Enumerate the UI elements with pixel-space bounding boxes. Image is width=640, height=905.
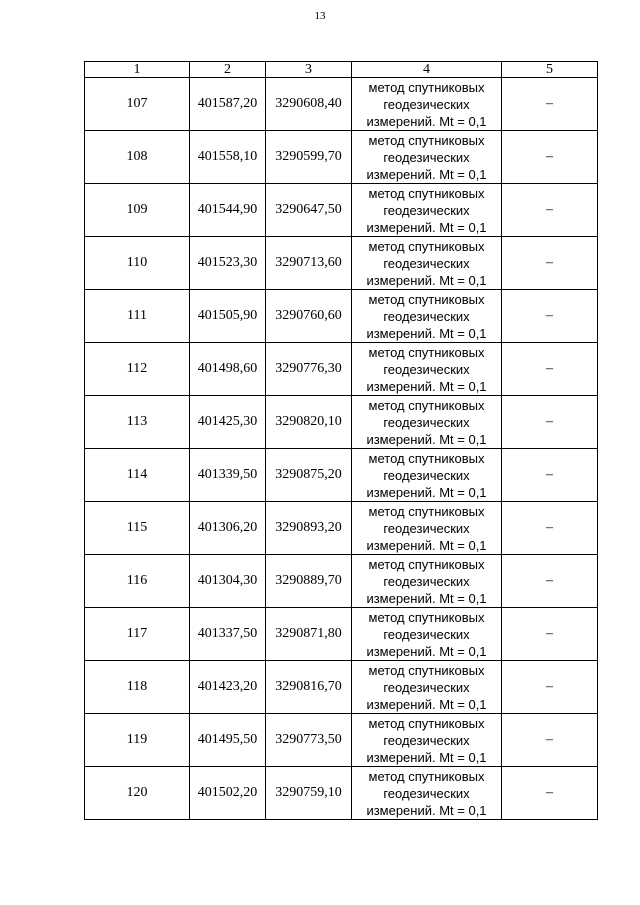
method-cell [352, 661, 502, 714]
note-cell: – [502, 714, 598, 767]
table-row [85, 714, 598, 767]
method-line: геодезических [383, 785, 470, 801]
method-cell [352, 396, 502, 449]
x-coordinate-cell: 401498,60 [190, 343, 266, 396]
method-line: метод спутниковых [368, 397, 485, 413]
x-coordinate-cell: 401544,90 [190, 184, 266, 237]
page-number: 13 [314, 10, 326, 22]
table-row [85, 131, 598, 184]
note-cell: – [502, 767, 598, 820]
point-number-cell: 114 [85, 449, 190, 502]
method-line: измерений. Mt = 0,1 [366, 272, 487, 288]
x-coordinate-cell: 401495,50 [190, 714, 266, 767]
method-line: метод спутниковых [368, 291, 485, 307]
method-line: метод спутниковых [368, 450, 485, 466]
method-line: геодезических [383, 732, 470, 748]
note-cell: – [502, 131, 598, 184]
table-row [85, 184, 598, 237]
x-coordinate-cell: 401339,50 [190, 449, 266, 502]
method-cell [352, 237, 502, 290]
point-number-cell: 117 [85, 608, 190, 661]
method-line: геодезических [383, 467, 470, 483]
y-coordinate-cell: 3290599,70 [266, 131, 352, 184]
table-row [85, 237, 598, 290]
note-cell: – [502, 237, 598, 290]
method-line: геодезических [383, 520, 470, 536]
table-row [85, 396, 598, 449]
point-number-cell: 119 [85, 714, 190, 767]
method-cell [352, 131, 502, 184]
y-coordinate-cell: 3290816,70 [266, 661, 352, 714]
y-coordinate-cell: 3290608,40 [266, 78, 352, 131]
table-row [85, 343, 598, 396]
table-row [85, 502, 598, 555]
y-coordinate-cell: 3290647,50 [266, 184, 352, 237]
column-header: 2 [190, 62, 266, 78]
table-header-row [85, 62, 598, 78]
note-cell: – [502, 502, 598, 555]
method-line: геодезических [383, 361, 470, 377]
method-cell [352, 290, 502, 343]
method-line: метод спутниковых [368, 715, 485, 731]
method-line: метод спутниковых [368, 503, 485, 519]
method-line: измерений. Mt = 0,1 [366, 643, 487, 659]
method-line: геодезических [383, 255, 470, 271]
method-cell [352, 78, 502, 131]
table-row [85, 78, 598, 131]
note-cell: – [502, 555, 598, 608]
point-number-cell: 115 [85, 502, 190, 555]
y-coordinate-cell: 3290893,20 [266, 502, 352, 555]
y-coordinate-cell: 3290760,60 [266, 290, 352, 343]
y-coordinate-cell: 3290871,80 [266, 608, 352, 661]
method-line: метод спутниковых [368, 768, 485, 784]
method-cell [352, 555, 502, 608]
method-line: измерений. Mt = 0,1 [366, 166, 487, 182]
y-coordinate-cell: 3290889,70 [266, 555, 352, 608]
y-coordinate-cell: 3290759,10 [266, 767, 352, 820]
table-row [85, 449, 598, 502]
method-line: геодезических [383, 414, 470, 430]
method-cell [352, 608, 502, 661]
method-line: геодезических [383, 573, 470, 589]
y-coordinate-cell: 3290776,30 [266, 343, 352, 396]
x-coordinate-cell: 401304,30 [190, 555, 266, 608]
method-line: измерений. Mt = 0,1 [366, 696, 487, 712]
method-line: метод спутниковых [368, 185, 485, 201]
method-line: геодезических [383, 679, 470, 695]
point-number-cell: 109 [85, 184, 190, 237]
y-coordinate-cell: 3290773,50 [266, 714, 352, 767]
method-line: измерений. Mt = 0,1 [366, 219, 487, 235]
x-coordinate-cell: 401587,20 [190, 78, 266, 131]
column-header: 1 [85, 62, 190, 78]
table-row [85, 661, 598, 714]
column-header: 5 [502, 62, 598, 78]
method-line: измерений. Mt = 0,1 [366, 802, 487, 818]
note-cell: – [502, 184, 598, 237]
column-header: 3 [266, 62, 352, 78]
table-row [85, 608, 598, 661]
method-line: измерений. Mt = 0,1 [366, 749, 487, 765]
method-line: геодезических [383, 149, 470, 165]
method-cell [352, 343, 502, 396]
point-number-cell: 111 [85, 290, 190, 343]
note-cell: – [502, 608, 598, 661]
method-line: метод спутниковых [368, 132, 485, 148]
column-header: 4 [352, 62, 502, 78]
method-line: метод спутниковых [368, 344, 485, 360]
method-line: метод спутниковых [368, 79, 485, 95]
x-coordinate-cell: 401306,20 [190, 502, 266, 555]
x-coordinate-cell: 401505,90 [190, 290, 266, 343]
table-row [85, 290, 598, 343]
method-line: измерений. Mt = 0,1 [366, 537, 487, 553]
note-cell: – [502, 78, 598, 131]
method-cell [352, 502, 502, 555]
method-line: метод спутниковых [368, 238, 485, 254]
method-line: метод спутниковых [368, 556, 485, 572]
method-line: геодезических [383, 308, 470, 324]
table-row [85, 555, 598, 608]
method-cell [352, 714, 502, 767]
method-line: измерений. Mt = 0,1 [366, 378, 487, 394]
x-coordinate-cell: 401502,20 [190, 767, 266, 820]
note-cell: – [502, 449, 598, 502]
y-coordinate-cell: 3290713,60 [266, 237, 352, 290]
method-line: измерений. Mt = 0,1 [366, 325, 487, 341]
table-row [85, 767, 598, 820]
note-cell: – [502, 290, 598, 343]
coordinates-table [84, 61, 598, 820]
method-line: измерений. Mt = 0,1 [366, 590, 487, 606]
method-cell [352, 767, 502, 820]
method-line: метод спутниковых [368, 609, 485, 625]
y-coordinate-cell: 3290820,10 [266, 396, 352, 449]
method-line: метод спутниковых [368, 662, 485, 678]
point-number-cell: 107 [85, 78, 190, 131]
note-cell: – [502, 661, 598, 714]
method-line: измерений. Mt = 0,1 [366, 113, 487, 129]
point-number-cell: 116 [85, 555, 190, 608]
point-number-cell: 118 [85, 661, 190, 714]
point-number-cell: 110 [85, 237, 190, 290]
method-line: геодезических [383, 96, 470, 112]
point-number-cell: 113 [85, 396, 190, 449]
note-cell: – [502, 343, 598, 396]
x-coordinate-cell: 401425,30 [190, 396, 266, 449]
point-number-cell: 112 [85, 343, 190, 396]
note-cell: – [502, 396, 598, 449]
method-line: геодезических [383, 202, 470, 218]
y-coordinate-cell: 3290875,20 [266, 449, 352, 502]
method-line: измерений. Mt = 0,1 [366, 484, 487, 500]
method-cell [352, 184, 502, 237]
method-line: геодезических [383, 626, 470, 642]
method-cell [352, 449, 502, 502]
x-coordinate-cell: 401423,20 [190, 661, 266, 714]
point-number-cell: 108 [85, 131, 190, 184]
x-coordinate-cell: 401523,30 [190, 237, 266, 290]
x-coordinate-cell: 401558,10 [190, 131, 266, 184]
x-coordinate-cell: 401337,50 [190, 608, 266, 661]
point-number-cell: 120 [85, 767, 190, 820]
method-line: измерений. Mt = 0,1 [366, 431, 487, 447]
